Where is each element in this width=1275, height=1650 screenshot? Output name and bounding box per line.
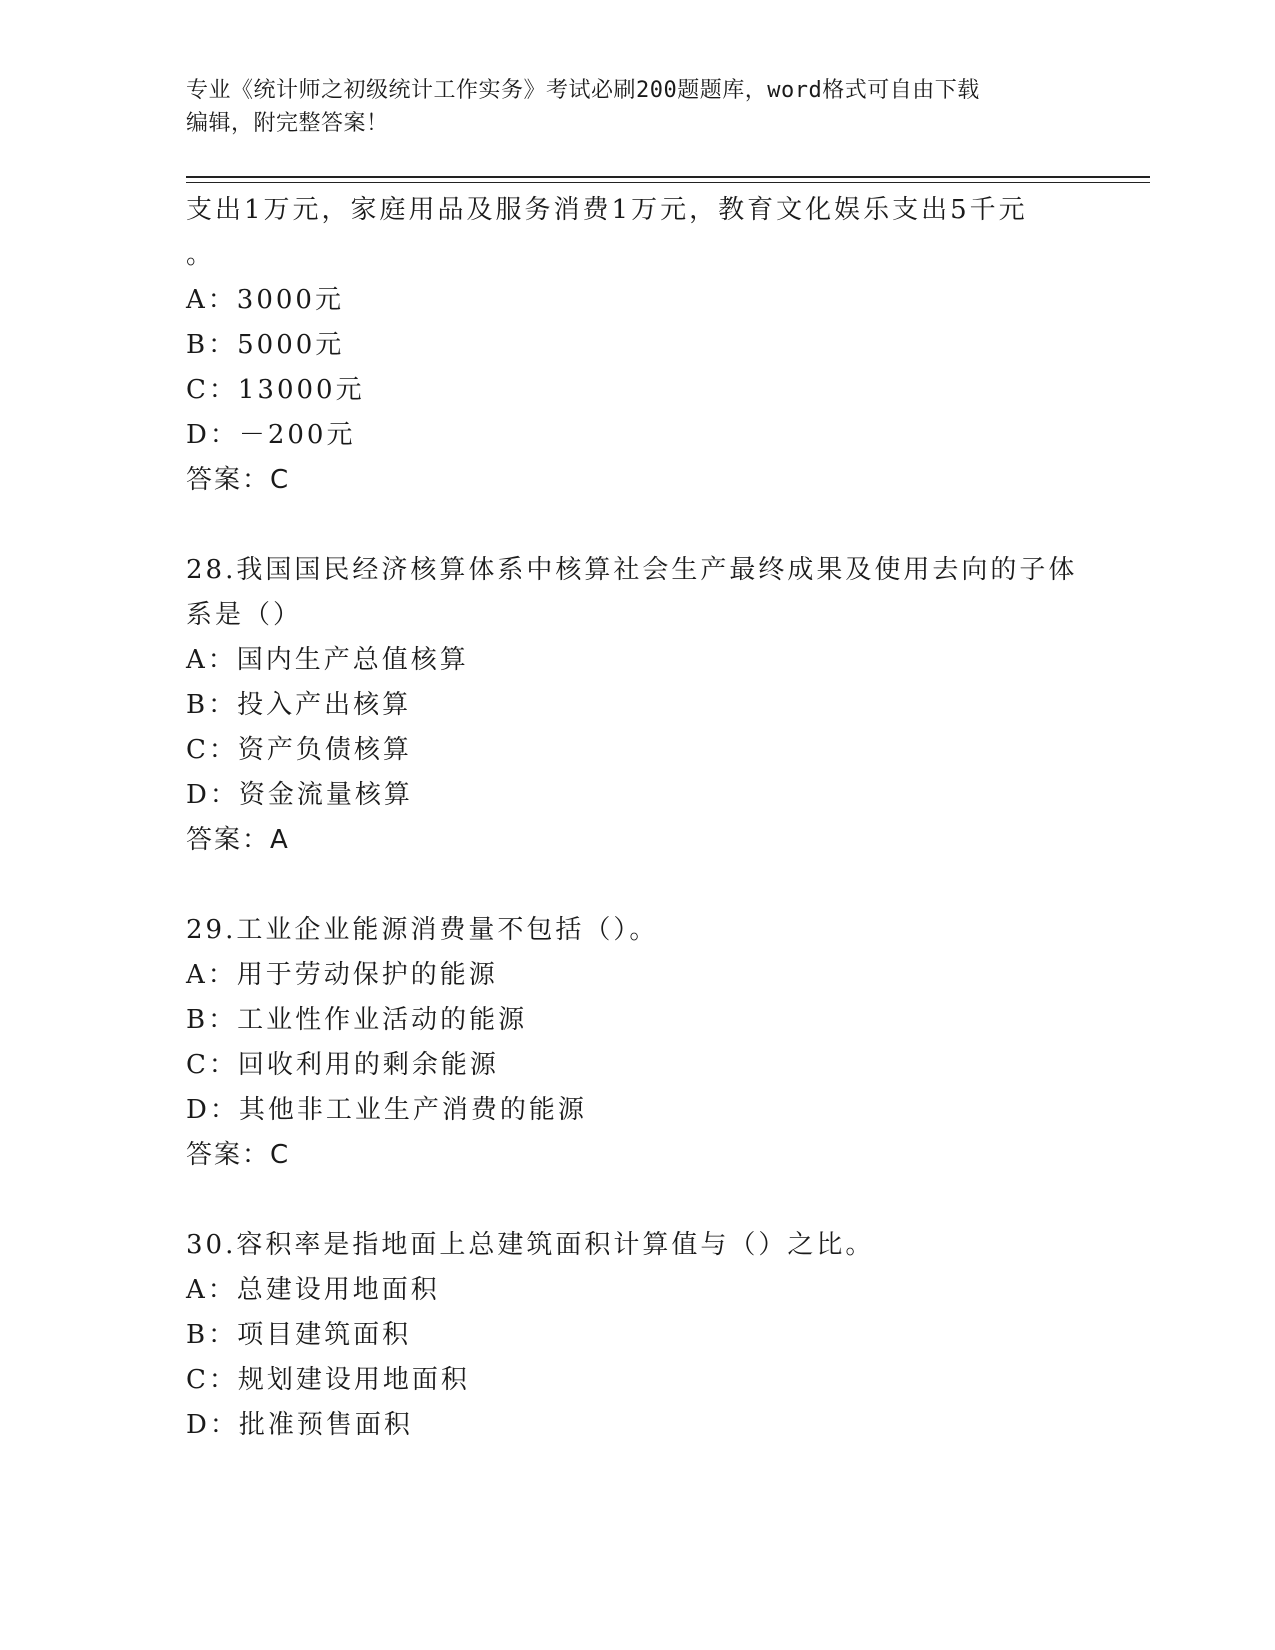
option-c: C：规划建设用地面积 — [186, 1365, 470, 1395]
question-stem-line-2: 系是（） — [186, 600, 303, 630]
option-c: C：回收利用的剩余能源 — [186, 1050, 499, 1080]
option-a: A：3000元 — [186, 285, 344, 315]
option-b: B：项目建筑面积 — [186, 1320, 412, 1350]
header-divider-thin — [186, 182, 1150, 183]
option-b: B：工业性作业活动的能源 — [186, 1005, 528, 1035]
question-stem-line-1: 30.容积率是指地面上总建筑面积计算值与（）之比。 — [186, 1230, 875, 1260]
option-c: C：资产负债核算 — [186, 735, 412, 765]
option-d: D：批准预售面积 — [186, 1410, 413, 1440]
header-divider-thick — [186, 176, 1150, 178]
option-d: D：其他非工业生产消费的能源 — [186, 1095, 587, 1125]
answer-line: 答案：C — [186, 1140, 291, 1170]
answer-line: 答案：A — [186, 825, 290, 855]
question-stem-line-1: 28.我国国民经济核算体系中核算社会生产最终成果及使用去向的子体 — [186, 555, 1078, 585]
option-a: A：国内生产总值核算 — [186, 645, 469, 675]
option-a: A：总建设用地面积 — [186, 1275, 440, 1305]
option-c: C：13000元 — [186, 375, 365, 405]
header-title-line-2: 编辑，附完整答案！ — [186, 111, 389, 136]
question-27-continuation — [186, 188, 1126, 503]
option-d: D：－200元 — [186, 420, 356, 450]
question-stem-tail: 。 — [186, 240, 216, 270]
question-29 — [186, 908, 1126, 1178]
option-b: B：5000元 — [186, 330, 345, 360]
answer-line: 答案：C — [186, 465, 291, 495]
question-stem-continuation: 支出1万元，家庭用品及服务消费1万元，教育文化娱乐支出5千元 — [186, 195, 1028, 225]
option-d: D：资金流量核算 — [186, 780, 413, 810]
option-b: B：投入产出核算 — [186, 690, 412, 720]
option-a: A：用于劳动保护的能源 — [186, 960, 498, 990]
question-28 — [186, 548, 1126, 863]
question-spacer — [186, 1178, 1126, 1223]
question-content — [186, 188, 1126, 1448]
question-spacer — [186, 503, 1126, 548]
question-spacer — [186, 863, 1126, 908]
question-30 — [186, 1223, 1126, 1448]
page-header — [186, 74, 1086, 140]
question-stem-line-1: 29.工业企业能源消费量不包括（）。 — [186, 915, 659, 945]
header-title-line-1: 专业《统计师之初级统计工作实务》考试必刷200题题库，word格式可自由下载 — [186, 78, 980, 103]
